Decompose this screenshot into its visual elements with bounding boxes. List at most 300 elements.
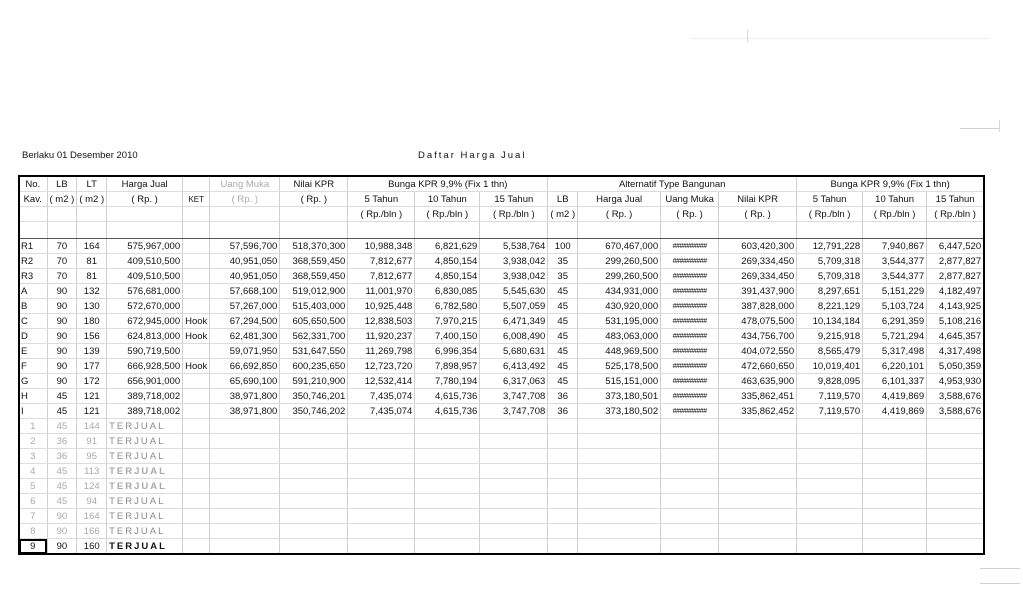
bunga-15-tahun-cell[interactable]: 5,680,631: [480, 344, 548, 359]
sold-lb-cell[interactable]: 90: [47, 509, 77, 524]
alt-lb-cell[interactable]: 100: [548, 239, 578, 254]
lt-cell[interactable]: 139: [77, 344, 107, 359]
alt-uang-muka-cell[interactable]: ##########: [661, 239, 719, 254]
uang-muka-cell[interactable]: 57,596,700: [210, 239, 280, 254]
alt-harga-jual-cell[interactable]: 483,063,000: [578, 329, 661, 344]
empty-cell[interactable]: [183, 479, 210, 494]
alt-uang-muka-cell[interactable]: ##########: [661, 374, 719, 389]
empty-cell[interactable]: [719, 509, 797, 524]
bunga-15-tahun-cell[interactable]: 6,471,349: [480, 314, 548, 329]
alt-10-tahun-cell[interactable]: 3,544,377: [863, 269, 927, 284]
bunga-10-tahun-cell[interactable]: 7,898,957: [415, 359, 480, 374]
empty-cell[interactable]: [797, 509, 863, 524]
empty-cell[interactable]: [210, 434, 280, 449]
lb-cell[interactable]: 90: [47, 359, 77, 374]
empty-cell[interactable]: [578, 449, 661, 464]
uang-muka-cell[interactable]: 40,951,050: [210, 269, 280, 284]
alt-5-tahun-cell[interactable]: 9,215,918: [797, 329, 863, 344]
empty-cell[interactable]: [348, 449, 415, 464]
bunga-5-tahun-cell[interactable]: 11,001,970: [348, 284, 415, 299]
kav-cell[interactable]: R3: [19, 269, 47, 284]
empty-cell[interactable]: [797, 539, 863, 554]
bunga-15-tahun-cell[interactable]: 6,008,490: [480, 329, 548, 344]
bunga-10-tahun-cell[interactable]: 6,821,629: [415, 239, 480, 254]
nilai-kpr-cell[interactable]: 519,012,900: [280, 284, 348, 299]
ket-cell[interactable]: [183, 284, 210, 299]
kav-cell[interactable]: E: [19, 344, 47, 359]
ket-cell[interactable]: [183, 239, 210, 254]
empty-cell[interactable]: [548, 479, 578, 494]
sold-status-cell[interactable]: TERJUAL: [107, 434, 183, 449]
alt-15-tahun-cell[interactable]: 5,050,359: [927, 359, 984, 374]
lt-cell[interactable]: 132: [77, 284, 107, 299]
empty-cell[interactable]: [415, 479, 480, 494]
bunga-15-tahun-cell[interactable]: 3,938,042: [480, 254, 548, 269]
alt-nilai-kpr-cell[interactable]: 387,828,000: [719, 299, 797, 314]
alt-15-tahun-cell[interactable]: 6,447,520: [927, 239, 984, 254]
bunga-5-tahun-cell[interactable]: 10,988,348: [348, 239, 415, 254]
ket-cell[interactable]: [183, 389, 210, 404]
lb-cell[interactable]: 90: [47, 329, 77, 344]
bunga-5-tahun-cell[interactable]: 11,269,798: [348, 344, 415, 359]
alt-15-tahun-cell[interactable]: 4,182,497: [927, 284, 984, 299]
sold-lb-cell[interactable]: 45: [47, 479, 77, 494]
empty-cell[interactable]: [348, 479, 415, 494]
kav-cell[interactable]: F: [19, 359, 47, 374]
nilai-kpr-cell[interactable]: 350,746,202: [280, 404, 348, 419]
ket-cell[interactable]: [183, 254, 210, 269]
sold-lt-cell[interactable]: 113: [77, 464, 107, 479]
empty-cell[interactable]: [863, 434, 927, 449]
sold-lt-cell[interactable]: 166: [77, 524, 107, 539]
empty-cell[interactable]: [927, 419, 984, 434]
alt-15-tahun-cell[interactable]: 4,143,925: [927, 299, 984, 314]
sold-lt-cell[interactable]: 94: [77, 494, 107, 509]
alt-nilai-kpr-cell[interactable]: 335,862,452: [719, 404, 797, 419]
kav-cell[interactable]: B: [19, 299, 47, 314]
empty-cell[interactable]: [578, 509, 661, 524]
alt-uang-muka-cell[interactable]: ##########: [661, 344, 719, 359]
alt-5-tahun-cell[interactable]: 9,828,095: [797, 374, 863, 389]
empty-cell[interactable]: [280, 539, 348, 554]
alt-10-tahun-cell[interactable]: 5,721,294: [863, 329, 927, 344]
empty-cell[interactable]: [797, 434, 863, 449]
empty-cell[interactable]: [578, 419, 661, 434]
ket-cell[interactable]: Hook: [183, 329, 210, 344]
lb-cell[interactable]: 90: [47, 299, 77, 314]
empty-cell[interactable]: [548, 539, 578, 554]
bunga-10-tahun-cell[interactable]: 4,850,154: [415, 254, 480, 269]
alt-uang-muka-cell[interactable]: ##########: [661, 404, 719, 419]
empty-cell[interactable]: [348, 494, 415, 509]
empty-cell[interactable]: [210, 494, 280, 509]
empty-cell[interactable]: [719, 524, 797, 539]
sold-status-cell[interactable]: TERJUAL: [107, 464, 183, 479]
alt-nilai-kpr-cell[interactable]: 269,334,450: [719, 269, 797, 284]
empty-cell[interactable]: [578, 494, 661, 509]
alt-5-tahun-cell[interactable]: 7,119,570: [797, 389, 863, 404]
bunga-10-tahun-cell[interactable]: 6,996,354: [415, 344, 480, 359]
empty-cell[interactable]: [183, 449, 210, 464]
alt-10-tahun-cell[interactable]: 6,291,359: [863, 314, 927, 329]
sold-lb-cell[interactable]: 90: [47, 524, 77, 539]
kav-cell[interactable]: H: [19, 389, 47, 404]
empty-cell[interactable]: [210, 479, 280, 494]
alt-5-tahun-cell[interactable]: 10,019,401: [797, 359, 863, 374]
bunga-5-tahun-cell[interactable]: 7,435,074: [348, 389, 415, 404]
alt-nilai-kpr-cell[interactable]: 269,334,450: [719, 254, 797, 269]
empty-cell[interactable]: [348, 539, 415, 554]
bunga-10-tahun-cell[interactable]: 7,780,194: [415, 374, 480, 389]
empty-cell[interactable]: [863, 509, 927, 524]
lb-cell[interactable]: 90: [47, 344, 77, 359]
harga-jual-cell[interactable]: 576,681,000: [107, 284, 183, 299]
empty-cell[interactable]: [415, 419, 480, 434]
empty-cell[interactable]: [927, 434, 984, 449]
sold-status-cell[interactable]: TERJUAL: [107, 494, 183, 509]
empty-cell[interactable]: [578, 539, 661, 554]
alt-10-tahun-cell[interactable]: 5,151,229: [863, 284, 927, 299]
sold-lb-cell[interactable]: 36: [47, 434, 77, 449]
sold-no-cell[interactable]: 8: [19, 524, 47, 539]
bunga-5-tahun-cell[interactable]: 12,838,503: [348, 314, 415, 329]
alt-10-tahun-cell[interactable]: 5,103,724: [863, 299, 927, 314]
bunga-15-tahun-cell[interactable]: 6,413,492: [480, 359, 548, 374]
empty-cell[interactable]: [863, 494, 927, 509]
alt-harga-jual-cell[interactable]: 531,195,000: [578, 314, 661, 329]
alt-nilai-kpr-cell[interactable]: 391,437,900: [719, 284, 797, 299]
alt-10-tahun-cell[interactable]: 4,419,869: [863, 404, 927, 419]
ket-cell[interactable]: Hook: [183, 359, 210, 374]
uang-muka-cell[interactable]: 40,951,050: [210, 254, 280, 269]
empty-cell[interactable]: [183, 509, 210, 524]
alt-lb-cell[interactable]: 45: [548, 374, 578, 389]
bunga-15-tahun-cell[interactable]: 5,545,630: [480, 284, 548, 299]
alt-5-tahun-cell[interactable]: 5,709,318: [797, 254, 863, 269]
alt-15-tahun-cell[interactable]: 5,108,216: [927, 314, 984, 329]
uang-muka-cell[interactable]: 59,071,950: [210, 344, 280, 359]
alt-harga-jual-cell[interactable]: 373,180,501: [578, 389, 661, 404]
lb-cell[interactable]: 45: [47, 389, 77, 404]
alt-harga-jual-cell[interactable]: 434,931,000: [578, 284, 661, 299]
uang-muka-cell[interactable]: 38,971,800: [210, 389, 280, 404]
empty-cell[interactable]: [280, 464, 348, 479]
alt-nilai-kpr-cell[interactable]: 472,660,650: [719, 359, 797, 374]
alt-harga-jual-cell[interactable]: 525,178,500: [578, 359, 661, 374]
alt-nilai-kpr-cell[interactable]: 434,756,700: [719, 329, 797, 344]
alt-15-tahun-cell[interactable]: 3,588,676: [927, 389, 984, 404]
sold-lb-cell[interactable]: 45: [47, 464, 77, 479]
empty-cell[interactable]: [661, 419, 719, 434]
sold-no-cell[interactable]: 3: [19, 449, 47, 464]
alt-nilai-kpr-cell[interactable]: 603,420,300: [719, 239, 797, 254]
empty-cell[interactable]: [415, 524, 480, 539]
harga-jual-cell[interactable]: 409,510,500: [107, 269, 183, 284]
empty-cell[interactable]: [280, 419, 348, 434]
harga-jual-cell[interactable]: 575,967,000: [107, 239, 183, 254]
kav-cell[interactable]: R2: [19, 254, 47, 269]
alt-10-tahun-cell[interactable]: 7,940,867: [863, 239, 927, 254]
lt-cell[interactable]: 121: [77, 404, 107, 419]
empty-cell[interactable]: [661, 434, 719, 449]
ket-cell[interactable]: Hook: [183, 314, 210, 329]
uang-muka-cell[interactable]: 38,971,800: [210, 404, 280, 419]
sold-lb-cell[interactable]: 45: [47, 494, 77, 509]
alt-harga-jual-cell[interactable]: 299,260,500: [578, 254, 661, 269]
empty-cell[interactable]: [719, 479, 797, 494]
bunga-15-tahun-cell[interactable]: 3,747,708: [480, 389, 548, 404]
sold-lt-cell[interactable]: 164: [77, 509, 107, 524]
bunga-5-tahun-cell[interactable]: 10,925,448: [348, 299, 415, 314]
empty-cell[interactable]: [863, 539, 927, 554]
lt-cell[interactable]: 121: [77, 389, 107, 404]
lt-cell[interactable]: 180: [77, 314, 107, 329]
alt-lb-cell[interactable]: 35: [548, 254, 578, 269]
empty-cell[interactable]: [480, 449, 548, 464]
empty-cell[interactable]: [280, 434, 348, 449]
alt-uang-muka-cell[interactable]: ##########: [661, 254, 719, 269]
lt-cell[interactable]: 156: [77, 329, 107, 344]
empty-cell[interactable]: [348, 509, 415, 524]
empty-cell[interactable]: [661, 449, 719, 464]
empty-cell[interactable]: [661, 479, 719, 494]
ket-cell[interactable]: [183, 269, 210, 284]
lb-cell[interactable]: 70: [47, 239, 77, 254]
alt-lb-cell[interactable]: 36: [548, 389, 578, 404]
empty-cell[interactable]: [348, 464, 415, 479]
empty-cell[interactable]: [927, 509, 984, 524]
empty-cell[interactable]: [578, 434, 661, 449]
bunga-15-tahun-cell[interactable]: 5,507,059: [480, 299, 548, 314]
empty-cell[interactable]: [480, 479, 548, 494]
alt-harga-jual-cell[interactable]: 373,180,502: [578, 404, 661, 419]
alt-harga-jual-cell[interactable]: 448,969,500: [578, 344, 661, 359]
sold-status-cell[interactable]: TERJUAL: [107, 449, 183, 464]
empty-cell[interactable]: [480, 494, 548, 509]
empty-cell[interactable]: [183, 464, 210, 479]
bunga-15-tahun-cell[interactable]: 6,317,063: [480, 374, 548, 389]
bunga-10-tahun-cell[interactable]: 7,970,215: [415, 314, 480, 329]
empty-cell[interactable]: [719, 449, 797, 464]
sold-lt-cell[interactable]: 160: [77, 539, 107, 554]
empty-cell[interactable]: [927, 449, 984, 464]
empty-cell[interactable]: [797, 449, 863, 464]
lb-cell[interactable]: 45: [47, 404, 77, 419]
empty-cell[interactable]: [578, 464, 661, 479]
alt-10-tahun-cell[interactable]: 5,317,498: [863, 344, 927, 359]
empty-cell[interactable]: [863, 419, 927, 434]
bunga-10-tahun-cell[interactable]: 4,615,736: [415, 404, 480, 419]
alt-harga-jual-cell[interactable]: 430,920,000: [578, 299, 661, 314]
ket-cell[interactable]: [183, 404, 210, 419]
nilai-kpr-cell[interactable]: 368,559,450: [280, 254, 348, 269]
bunga-15-tahun-cell[interactable]: 3,747,708: [480, 404, 548, 419]
bunga-5-tahun-cell[interactable]: 11,920,237: [348, 329, 415, 344]
harga-jual-cell[interactable]: 590,719,500: [107, 344, 183, 359]
bunga-15-tahun-cell[interactable]: 5,538,764: [480, 239, 548, 254]
empty-cell[interactable]: [863, 464, 927, 479]
empty-cell[interactable]: [415, 494, 480, 509]
alt-nilai-kpr-cell[interactable]: 335,862,451: [719, 389, 797, 404]
kav-cell[interactable]: R1: [19, 239, 47, 254]
lt-cell[interactable]: 177: [77, 359, 107, 374]
bunga-5-tahun-cell[interactable]: 12,723,720: [348, 359, 415, 374]
lt-cell[interactable]: 172: [77, 374, 107, 389]
alt-lb-cell[interactable]: 45: [548, 359, 578, 374]
empty-cell[interactable]: [797, 464, 863, 479]
kav-cell[interactable]: I: [19, 404, 47, 419]
empty-cell[interactable]: [280, 524, 348, 539]
ket-cell[interactable]: [183, 299, 210, 314]
empty-cell[interactable]: [183, 419, 210, 434]
uang-muka-cell[interactable]: 57,267,000: [210, 299, 280, 314]
empty-cell[interactable]: [480, 434, 548, 449]
alt-lb-cell[interactable]: 45: [548, 344, 578, 359]
empty-cell[interactable]: [548, 524, 578, 539]
nilai-kpr-cell[interactable]: 600,235,650: [280, 359, 348, 374]
empty-cell[interactable]: [415, 539, 480, 554]
nilai-kpr-cell[interactable]: 515,403,000: [280, 299, 348, 314]
ket-cell[interactable]: [183, 374, 210, 389]
uang-muka-cell[interactable]: 57,668,100: [210, 284, 280, 299]
alt-5-tahun-cell[interactable]: 8,297,651: [797, 284, 863, 299]
empty-cell[interactable]: [927, 479, 984, 494]
empty-cell[interactable]: [210, 539, 280, 554]
bunga-10-tahun-cell[interactable]: 7,400,150: [415, 329, 480, 344]
harga-jual-cell[interactable]: 409,510,500: [107, 254, 183, 269]
sold-status-cell[interactable]: TERJUAL: [107, 419, 183, 434]
sold-lt-cell[interactable]: 91: [77, 434, 107, 449]
sold-no-cell[interactable]: 2: [19, 434, 47, 449]
alt-uang-muka-cell[interactable]: ##########: [661, 329, 719, 344]
alt-lb-cell[interactable]: 45: [548, 299, 578, 314]
sold-status-cell[interactable]: TERJUAL: [107, 539, 183, 554]
alt-lb-cell[interactable]: 45: [548, 329, 578, 344]
alt-harga-jual-cell[interactable]: 299,260,500: [578, 269, 661, 284]
alt-15-tahun-cell[interactable]: 4,317,498: [927, 344, 984, 359]
sold-lt-cell[interactable]: 144: [77, 419, 107, 434]
empty-cell[interactable]: [415, 449, 480, 464]
empty-cell[interactable]: [415, 434, 480, 449]
empty-cell[interactable]: [661, 539, 719, 554]
bunga-15-tahun-cell[interactable]: 3,938,042: [480, 269, 548, 284]
bunga-10-tahun-cell[interactable]: 4,850,154: [415, 269, 480, 284]
empty-cell[interactable]: [183, 434, 210, 449]
empty-cell[interactable]: [548, 494, 578, 509]
empty-cell[interactable]: [719, 464, 797, 479]
empty-cell[interactable]: [661, 464, 719, 479]
kav-cell[interactable]: C: [19, 314, 47, 329]
alt-lb-cell[interactable]: 36: [548, 404, 578, 419]
empty-cell[interactable]: [927, 524, 984, 539]
empty-cell[interactable]: [797, 524, 863, 539]
empty-cell[interactable]: [348, 434, 415, 449]
harga-jual-cell[interactable]: 389,718,002: [107, 389, 183, 404]
empty-cell[interactable]: [719, 539, 797, 554]
empty-cell[interactable]: [183, 524, 210, 539]
nilai-kpr-cell[interactable]: 591,210,900: [280, 374, 348, 389]
empty-cell[interactable]: [661, 509, 719, 524]
harga-jual-cell[interactable]: 672,945,000: [107, 314, 183, 329]
empty-cell[interactable]: [480, 524, 548, 539]
sold-lb-cell[interactable]: 45: [47, 419, 77, 434]
empty-cell[interactable]: [548, 464, 578, 479]
empty-cell[interactable]: [183, 539, 210, 554]
bunga-10-tahun-cell[interactable]: 4,615,736: [415, 389, 480, 404]
nilai-kpr-cell[interactable]: 605,650,500: [280, 314, 348, 329]
alt-5-tahun-cell[interactable]: 12,791,228: [797, 239, 863, 254]
empty-cell[interactable]: [415, 509, 480, 524]
empty-cell[interactable]: [210, 419, 280, 434]
harga-jual-cell[interactable]: 572,670,000: [107, 299, 183, 314]
empty-cell[interactable]: [280, 449, 348, 464]
lb-cell[interactable]: 70: [47, 269, 77, 284]
bunga-10-tahun-cell[interactable]: 6,830,085: [415, 284, 480, 299]
kav-cell[interactable]: G: [19, 374, 47, 389]
empty-cell[interactable]: [548, 419, 578, 434]
alt-lb-cell[interactable]: 45: [548, 314, 578, 329]
sold-no-cell[interactable]: 1: [19, 419, 47, 434]
sold-lt-cell[interactable]: 124: [77, 479, 107, 494]
alt-uang-muka-cell[interactable]: ##########: [661, 359, 719, 374]
lt-cell[interactable]: 130: [77, 299, 107, 314]
empty-cell[interactable]: [719, 434, 797, 449]
lb-cell[interactable]: 90: [47, 374, 77, 389]
empty-cell[interactable]: [480, 539, 548, 554]
kav-cell[interactable]: D: [19, 329, 47, 344]
empty-cell[interactable]: [280, 494, 348, 509]
uang-muka-cell[interactable]: 62,481,300: [210, 329, 280, 344]
sold-no-cell[interactable]: 6: [19, 494, 47, 509]
alt-nilai-kpr-cell[interactable]: 478,075,500: [719, 314, 797, 329]
empty-cell[interactable]: [548, 434, 578, 449]
lb-cell[interactable]: 90: [47, 314, 77, 329]
bunga-5-tahun-cell[interactable]: 7,435,074: [348, 404, 415, 419]
kav-cell[interactable]: A: [19, 284, 47, 299]
empty-cell[interactable]: [480, 464, 548, 479]
alt-15-tahun-cell[interactable]: 2,877,827: [927, 254, 984, 269]
alt-uang-muka-cell[interactable]: ##########: [661, 269, 719, 284]
empty-cell[interactable]: [280, 509, 348, 524]
nilai-kpr-cell[interactable]: 562,331,700: [280, 329, 348, 344]
empty-cell[interactable]: [280, 479, 348, 494]
sold-lt-cell[interactable]: 95: [77, 449, 107, 464]
sold-status-cell[interactable]: TERJUAL: [107, 479, 183, 494]
uang-muka-cell[interactable]: 67,294,500: [210, 314, 280, 329]
empty-cell[interactable]: [863, 524, 927, 539]
alt-uang-muka-cell[interactable]: ##########: [661, 284, 719, 299]
empty-cell[interactable]: [548, 449, 578, 464]
empty-cell[interactable]: [927, 464, 984, 479]
nilai-kpr-cell[interactable]: 518,370,300: [280, 239, 348, 254]
sold-status-cell[interactable]: TERJUAL: [107, 524, 183, 539]
empty-cell[interactable]: [210, 464, 280, 479]
empty-cell[interactable]: [797, 479, 863, 494]
alt-10-tahun-cell[interactable]: 6,220,101: [863, 359, 927, 374]
empty-cell[interactable]: [548, 509, 578, 524]
empty-cell[interactable]: [348, 524, 415, 539]
harga-jual-cell[interactable]: 624,813,000: [107, 329, 183, 344]
nilai-kpr-cell[interactable]: 350,746,201: [280, 389, 348, 404]
harga-jual-cell[interactable]: 389,718,002: [107, 404, 183, 419]
lt-cell[interactable]: 81: [77, 269, 107, 284]
alt-lb-cell[interactable]: 45: [548, 284, 578, 299]
sold-no-cell[interactable]: 9: [19, 539, 47, 554]
sold-no-cell[interactable]: 4: [19, 464, 47, 479]
uang-muka-cell[interactable]: 66,692,850: [210, 359, 280, 374]
empty-cell[interactable]: [210, 449, 280, 464]
empty-cell[interactable]: [480, 509, 548, 524]
